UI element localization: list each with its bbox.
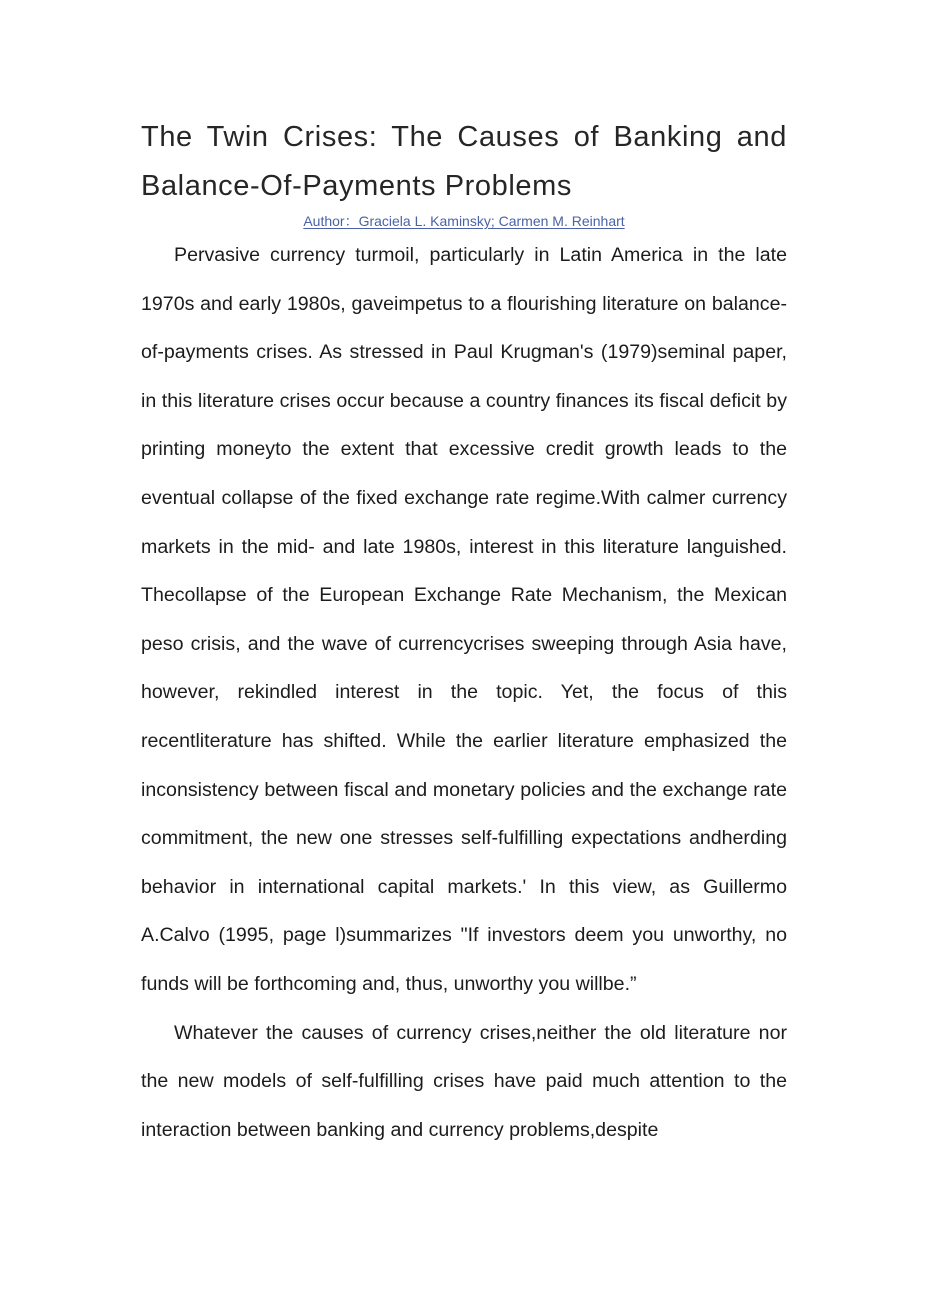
document-page (141, 113, 787, 1154)
document-title: The Twin Crises: The Causes of Banking and Balance-Of-Payments Problems (141, 121, 787, 202)
paragraph-1: Pervasive currency turmoil, particularly in Latin America in the late 1970s and early 1980s, gaveimpetus to a flourishing literature on balance-of-payments crises. As stressed in Paul Krugman's (1979)seminal paper, in this literature crises occur because a country finances its fiscal deficit by printing moneyto the extent that excessive credit growth leads to the eventual collapse of the fixed exchange rate regime.With calmer currency markets in the mid- and late 1980s, interest in this literature languished. Thecollapse of the European Exchange Rate Mechanism, the Mexican peso crisis, and the wave of currencycrises sweeping through Asia have, however, rekindled interest in the topic. Yet, the focus of this recentliterature has shifted. While the earlier literature emphasized the inconsistency between fiscal and monetary policies and the exchange rate commitment, the new one stresses self-fulfilling expectations andherding behavior in international capital markets.' In this view, as Guillermo A.Calvo (1995, page l)summarizes "If investors deem you unworthy, no funds will be forthcoming and, thus, unworthy you willbe.” (141, 244, 787, 995)
author-link[interactable]: Author：Graciela L. Kaminsky; Carmen M. Reinhart (303, 213, 625, 229)
paragraph-2: Whatever the causes of currency crises,neither the old literature nor the new models of self-fulfilling crises have paid much attention to the interaction between banking and currency problems,despite (141, 1021, 787, 1141)
